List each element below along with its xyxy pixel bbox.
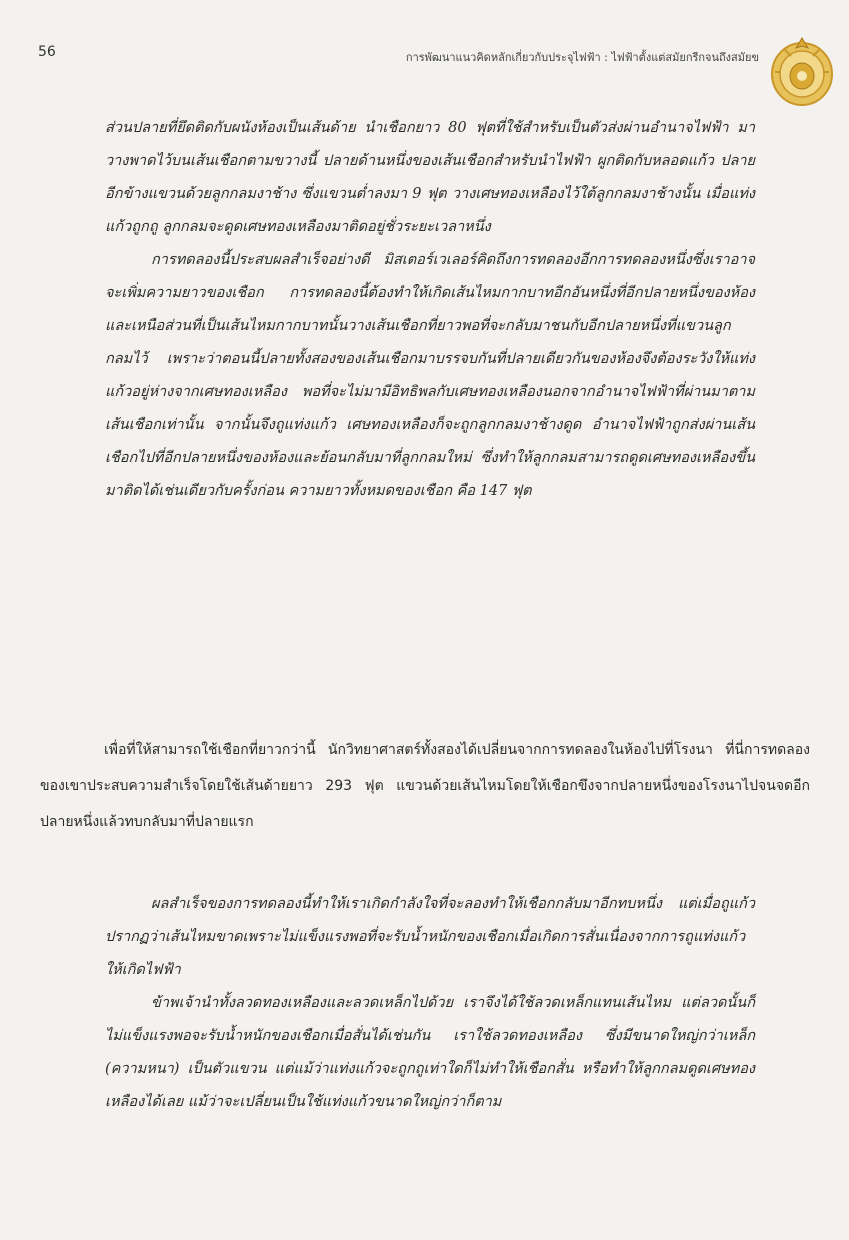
running-header: การพัฒนาแนวคิดหลักเกี่ยวกับประจุไฟฟ้า : ไฟฟ้าตั้งแต่สมัยกรีกจนถึงสมัยข [405, 51, 759, 64]
quoted-paragraph: ข้าพเจ้านำทั้งลวดทองเหลืองและลวดเหล็กไปด้วย เราจึงได้ใช้ลวดเหล็กแทนเส้นไหม แต่ลวดนั้นก็ไม่แข็งแรงพอจะรับน้ำหนักของเชือกเมื่อสั่นได้เช่นกัน เราใช้ลวดทองเหลือง ซึ่งมีขนาดใหญ่กว่าเหล็ก (ความหนา) เป็นตัวแขวน แต่แม้ว่าแท่งแก้วจะถูกถูเท่าใดก็ไม่ทำให้เชือกสั่น หรือทำให้ลูกกลมดูดเศษทองเหลืองได้เลย แม้ว่าจะเปลี่ยนเป็นใช้แท่งแก้วขนาดใหญ่กว่าก็ตาม [105, 995, 755, 1110]
quoted-block-2 [105, 888, 755, 1119]
quoted-block-1 [105, 112, 755, 508]
quoted-paragraph: ผลสำเร็จของการทดลองนี้ทำให้เราเกิดกำลังใจที่จะลองทำให้เชือกกลับมาอีกทบหนึ่ง แต่เมื่อถูแก้วปรากฏว่าเส้นไหมขาดเพราะไม่แข็งแรงพอที่จะรับน้ำหนักของเชือกเมื่อเกิดการสั่นเนื่องจากการถูแท่งแก้วให้เกิดไฟฟ้า [105, 896, 755, 978]
quoted-paragraph: ส่วนปลายที่ยึดติดกับผนังห้องเป็นเส้นด้าย นำเชือกยาว 80 ฟุตที่ใช้สำหรับเป็นตัวส่งผ่านอำนาจไฟฟ้า มาวางพาดไว้บนเส้นเชือกตามขวางนี้ ปลายด้านหนึ่งของเส้นเชือกสำหรับนำไฟฟ้า ผูกติดกับหลอดแก้ว ปลายอีกข้างแขวนด้วยลูกกลมงาช้าง ซึ่งแขวนต่ำลงมา 9 ฟุต วางเศษทองเหลืองไว้ใต้ลูกกลมงาช้างนั้น เมื่อแท่งแก้วถูกถู ลูกกลมจะดูดเศษทองเหลืองมาติดอยู่ชั่วระยะเวลาหนึ่ง [105, 120, 755, 235]
narration-block [40, 732, 810, 840]
royal-seal-logo [767, 34, 837, 108]
narration-paragraph: เพื่อที่ให้สามารถใช้เชือกที่ยาวกว่านี้ นักวิทยาศาสตร์ทั้งสองได้เปลี่ยนจากการทดลองในห้องไปที่โรงนา ที่นี่การทดลองของเขาประสบความสำเร็จโดยใช้เส้นด้ายยาว 293 ฟุต แขวนด้วยเส้นไหมโดยให้เชือกขึงจากปลายหนึ่งของโรงนาไปจนจดอีกปลายหนึ่งแล้วทบกลับมาที่ปลายแรก [40, 742, 810, 830]
page-number: 56 [38, 44, 56, 60]
quoted-paragraph: การทดลองนี้ประสบผลสำเร็จอย่างดี มิสเตอร์เวเลอร์คิดถึงการทดลองอีกการทดลองหนึ่งซึ่งเราอาจจะเพิ่มความยาวของเชือก การทดลองนี้ต้องทำให้เกิดเส้นไหมกากบาทอีกอันหนึ่งที่อีกปลายหนึ่งของห้อง และเหนือส่วนที่เป็นเส้นไหมกากบาทนั้นวางเส้นเชือกที่ยาวพอที่จะกลับมาชนกับอีกปลายหนึ่งที่แขวนลูกกลมไว้ เพราะว่าตอนนี้ปลายทั้งสองของเส้นเชือกมาบรรจบกันที่ปลายเดียวกันของห้องจึงต้องระวังให้แท่งแก้วอยู่ห่างจากเศษทองเหลือง พอที่จะไม่มามีอิทธิพลกับเศษทองเหลืองนอกจากอำนาจไฟฟ้าที่ผ่านมาตามเส้นเชือกเท่านั้น จากนั้นจึงถูแท่งแก้ว เศษทองเหลืองก็จะถูกลูกกลมงาช้างดูด อำนาจไฟฟ้าถูกส่งผ่านเส้นเชือกไปที่อีกปลายหนึ่งของห้องและย้อนกลับมาที่ลูกกลมใหม่ ซึ่งทำให้ลูกกลมสามารถดูดเศษทองเหลืองขึ้นมาติดได้เช่นเดียวกับครั้งก่อน ความยาวทั้งหมดของเชือก คือ 147 ฟุต [105, 252, 755, 499]
